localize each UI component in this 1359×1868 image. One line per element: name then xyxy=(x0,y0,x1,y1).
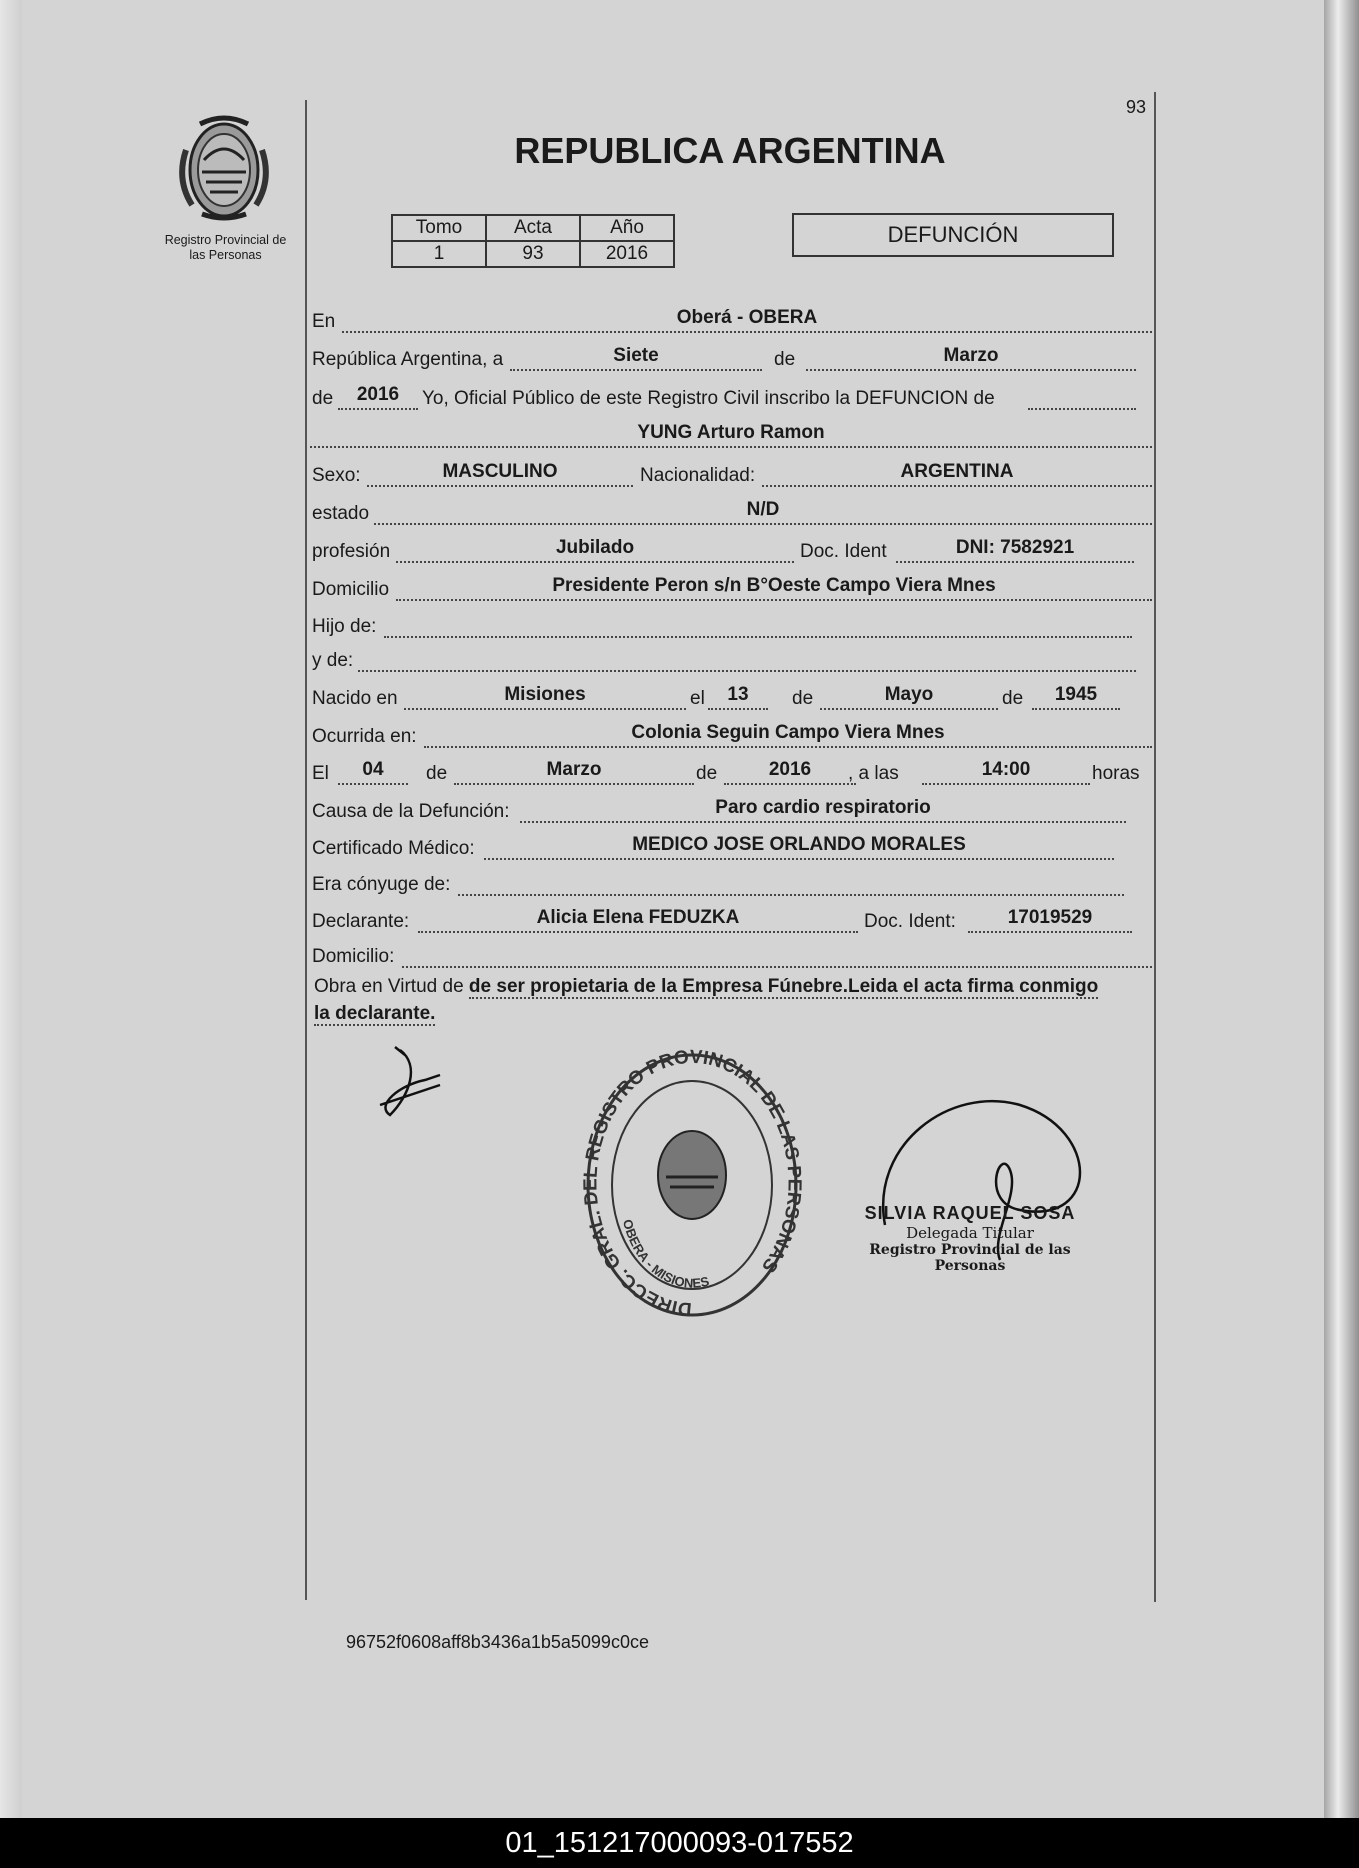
page-shadow xyxy=(0,0,22,1818)
org-line-2: las Personas xyxy=(189,248,262,262)
label-el: el xyxy=(690,688,705,709)
label-de-fallec-anio: de xyxy=(696,763,718,784)
row-hijo-de xyxy=(312,610,1152,638)
acta-header: Acta xyxy=(486,215,580,241)
field-lugar: Oberá - OBERA xyxy=(342,305,1152,333)
label-de-fallec-mes: de xyxy=(426,763,448,784)
row-estado xyxy=(312,497,1152,525)
official-stamp xyxy=(580,1045,805,1325)
document-hash: 96752f0608aff8b3436a1b5a5099c0ce xyxy=(346,1632,649,1652)
row-causa xyxy=(312,795,1152,823)
field-certificado: MEDICO JOSE ORLANDO MORALES xyxy=(484,832,1114,860)
page-number: 93 xyxy=(1126,97,1147,117)
row-ocurrida xyxy=(312,720,1152,748)
field-hora: 14:00 xyxy=(922,757,1090,785)
label-certificado: Certificado Médico: xyxy=(312,838,475,859)
label-yo: Yo, Oficial Público de este Registro Civil inscribo la DEFUNCION de xyxy=(422,388,995,409)
label-estado: estado xyxy=(312,503,370,524)
field-ocurrida: Colonia Seguin Campo Viera Mnes xyxy=(424,720,1152,748)
field-dni: DNI: 7582921 xyxy=(896,535,1134,563)
obra-en-virtud xyxy=(314,973,1152,1027)
label-profesion: profesión xyxy=(312,541,391,562)
label-ocurrida-en: Ocurrida en: xyxy=(312,726,417,747)
field-domicilio-declarante xyxy=(402,940,1152,968)
field-estado: N/D xyxy=(374,497,1152,525)
field-declarante-doc: 17019529 xyxy=(968,905,1132,933)
row-fecha-defuncion xyxy=(312,757,1152,785)
field-sexo: MASCULINO xyxy=(367,459,633,487)
field-inscribo-blank xyxy=(1028,382,1136,410)
row-certificado xyxy=(312,832,1152,860)
record-table xyxy=(391,214,675,268)
field-obra-line-2: la declarante. xyxy=(314,1003,436,1024)
field-domicilio: Presidente Peron s/n B°Oeste Campo Viera Mnes xyxy=(396,573,1152,601)
field-anio: 2016 xyxy=(338,382,418,410)
field-hijo-de xyxy=(384,610,1132,638)
field-nombre: YUNG Arturo Ramon xyxy=(310,420,1152,448)
row-lugar xyxy=(312,305,1152,333)
field-y-de xyxy=(358,644,1136,672)
label-horas: horas xyxy=(1092,763,1140,784)
field-nacido-anio: 1945 xyxy=(1032,682,1120,710)
label-hijo-de: Hijo de: xyxy=(312,616,377,637)
field-fallec-dia: 04 xyxy=(338,757,408,785)
label-conyuge: Era cónyuge de: xyxy=(312,874,451,895)
field-fallec-anio: 2016 xyxy=(724,757,856,785)
field-nacionalidad: ARGENTINA xyxy=(762,459,1152,487)
row-domicilio-declarante xyxy=(312,940,1152,968)
row-nombre xyxy=(310,420,1152,448)
signer-name: SILVIA RAQUEL SOSA xyxy=(864,1203,1076,1223)
label-nacido-en: Nacido en xyxy=(312,688,398,709)
field-nacido-mes: Mayo xyxy=(820,682,998,710)
field-dia: Siete xyxy=(510,343,762,371)
declarant-signature xyxy=(370,1045,460,1125)
signer-role: Delegada Titular xyxy=(906,1224,1034,1242)
row-nacimiento xyxy=(312,682,1152,710)
label-en: En xyxy=(312,311,336,332)
field-causa: Paro cardio respiratorio xyxy=(520,795,1126,823)
document-type-box: DEFUNCIÓN xyxy=(792,213,1114,257)
field-conyuge xyxy=(458,868,1124,896)
footer-file-id: 01_151217000093-017552 xyxy=(0,1818,1359,1868)
label-declarante: Declarante: xyxy=(312,911,410,932)
province-coat-of-arms-logo xyxy=(172,110,277,225)
label-domicilio: Domicilio xyxy=(312,579,390,600)
issuing-office xyxy=(148,233,303,263)
label-causa: Causa de la Defunción: xyxy=(312,801,510,822)
label-a-las: , a las xyxy=(848,763,899,784)
field-fallec-mes: Marzo xyxy=(454,757,694,785)
label-de-nac-mes: de xyxy=(792,688,814,709)
field-nacido-dia: 13 xyxy=(708,682,768,710)
row-sexo xyxy=(312,459,1152,487)
row-profesion xyxy=(312,535,1152,563)
row-declarante xyxy=(312,905,1152,933)
tomo-header: Tomo xyxy=(392,215,486,241)
page-edge xyxy=(1324,0,1359,1818)
label-republica: República Argentina, a xyxy=(312,349,504,370)
tomo-value: 1 xyxy=(392,241,486,267)
field-obra-line-1: de ser propietaria de la Empresa Fúnebre.Leida el acta firma conmigo xyxy=(468,976,1099,997)
label-de-nac-anio: de xyxy=(1002,688,1024,709)
acta-value: 93 xyxy=(486,241,580,267)
anio-header: Año xyxy=(580,215,674,241)
label-de-anio: de xyxy=(312,388,334,409)
label-y-de: y de: xyxy=(312,650,354,671)
field-mes: Marzo xyxy=(806,343,1136,371)
anio-value: 2016 xyxy=(580,241,674,267)
row-conyuge xyxy=(312,868,1152,896)
row-y-de xyxy=(312,644,1152,672)
label-doc-ident: Doc. Ident xyxy=(800,541,887,562)
label-doc-ident-2: Doc. Ident: xyxy=(864,911,956,932)
stamp-inner-text: OBERA - MISIONES xyxy=(619,1217,711,1291)
label-el-cap: El xyxy=(312,763,329,784)
field-nacido-lugar: Misiones xyxy=(404,682,686,710)
signer-block xyxy=(845,1203,1095,1274)
field-profesion: Jubilado xyxy=(396,535,794,563)
row-inscripcion xyxy=(312,382,1152,410)
field-declarante: Alicia Elena FEDUZKA xyxy=(418,905,858,933)
row-domicilio xyxy=(312,573,1152,601)
label-de: de xyxy=(774,349,796,370)
left-rule xyxy=(305,100,307,1600)
row-fecha xyxy=(312,343,1152,371)
org-line-1: Registro Provincial de xyxy=(164,233,287,247)
label-sexo: Sexo: xyxy=(312,465,361,486)
label-obra: Obra en Virtud de xyxy=(314,976,464,997)
stamp-outer-text: DIRECC. GRAL. DEL REGISTRO PROVINCIAL DE LAS PERSONAS xyxy=(580,1046,805,1320)
label-nacionalidad: Nacionalidad: xyxy=(640,465,756,486)
document-title: REPUBLICA ARGENTINA xyxy=(514,130,946,171)
signer-org: Registro Provincial de las Personas xyxy=(869,1242,1071,1274)
right-rule xyxy=(1154,92,1156,1602)
label-domicilio-2: Domicilio: xyxy=(312,946,395,967)
